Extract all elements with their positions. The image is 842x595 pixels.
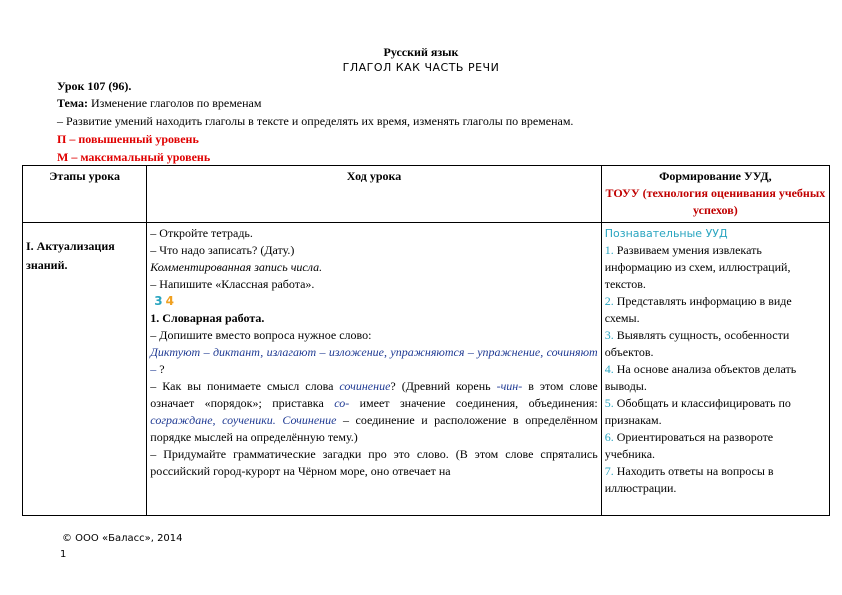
copyright: © ООО «Баласс», 2014 <box>62 533 183 544</box>
lesson-goal: – Развитие умений находить глаголы в тексте и определять их время, изменять глаголы по временам. <box>57 114 574 128</box>
course-line: Комментированная запись числа. <box>150 260 323 274</box>
uud-text: Ориентироваться на развороте учебника. <box>604 430 774 461</box>
theme-text: Изменение глаголов по временам <box>87 96 262 110</box>
text-part: – Как вы понимаете смысл слова <box>150 379 340 393</box>
text-part: – соединение и расположение в определённом порядке мыслей на определённую тему.) <box>150 413 598 444</box>
lesson-table <box>22 165 830 516</box>
uud-text: Представлять информацию в виде схемы. <box>604 294 792 325</box>
text-part: в этом слове означает «порядок»; приставка <box>150 379 598 410</box>
level-mark-3: 3 <box>154 294 163 308</box>
uud-cell <box>601 223 829 516</box>
uud-item <box>605 242 826 293</box>
course-line: – Что надо записать? (Дату.) <box>150 243 295 257</box>
uud-item <box>605 429 826 463</box>
course-line <box>150 378 597 446</box>
uud-num: 3. <box>604 328 614 342</box>
uud-item <box>605 463 826 497</box>
level-m: М – максимальный уровень <box>57 150 211 164</box>
header-uud-line2: ТОУУ (технология оценивания учебных успехов) <box>605 186 826 217</box>
stage-label: I. Актуализация знаний. <box>26 239 115 272</box>
header-course: Ход урока <box>147 166 601 223</box>
uud-item <box>605 327 826 361</box>
dictation-words: Диктуют – диктант, излагают – изложение, упражняются – упражнение, сочиняют – <box>150 345 598 376</box>
header-stages: Этапы урока <box>23 166 147 223</box>
uud-title: Познавательные УУД <box>604 227 728 240</box>
level-mark-4: 4 <box>165 294 175 308</box>
table-row <box>23 223 830 516</box>
course-cell <box>147 223 601 516</box>
uud-num: 7. <box>604 464 614 478</box>
course-line <box>150 344 597 378</box>
uud-text: Развиваем умения извлекать информацию из схем, иллюстраций, текстов. <box>604 243 791 291</box>
text-part: сочинение <box>339 379 391 393</box>
header-uud-line1: Формирование УУД, <box>659 169 772 183</box>
uud-text: На основе анализа объектов делать выводы. <box>604 362 797 393</box>
uud-text: Находить ответы на вопросы в иллюстрации. <box>604 464 774 495</box>
page-number: 1 <box>60 549 67 560</box>
topic-title: ГЛАГОЛ КАК ЧАСТЬ РЕЧИ <box>342 61 500 74</box>
uud-item <box>605 361 826 395</box>
course-line: – Придумайте грамматические загадки про это слово. (В этом слове спрятались российский город-курорт на Чёрном море, оно отвечает на <box>150 447 598 478</box>
uud-text: Обобщать и классифицировать по признакам. <box>604 396 791 427</box>
level-p: П – повышенный уровень <box>57 132 199 146</box>
text-part: со- <box>334 396 350 410</box>
section-title: 1. Словарная работа. <box>150 311 265 325</box>
lesson-theme <box>57 96 261 111</box>
course-line: – Откройте тетрадь. <box>150 226 253 240</box>
table-header-row <box>23 166 830 223</box>
subject-title: Русский язык <box>383 45 459 59</box>
uud-num: 1. <box>604 243 614 257</box>
header-uud <box>601 166 829 223</box>
text-part: имеет значение соединения, объединения: <box>349 396 598 410</box>
lesson-number: Урок 107 (96). <box>57 79 132 93</box>
uud-num: 4. <box>604 362 614 376</box>
stage-cell <box>23 223 147 516</box>
course-line: – Допишите вместо вопроса нужное слово: <box>150 328 372 342</box>
uud-text: Выявлять сущность, особенности объектов. <box>604 328 790 359</box>
text-part: ? (Древний корень <box>390 379 497 393</box>
uud-num: 2. <box>604 294 614 308</box>
level-marks <box>150 293 597 310</box>
uud-item <box>605 395 826 429</box>
theme-label: Тема: <box>57 96 88 110</box>
uud-num: 6. <box>604 430 614 444</box>
uud-num: 5. <box>604 396 614 410</box>
uud-item <box>605 293 826 327</box>
text-part: сограждане, соученики. Сочинение <box>150 413 337 427</box>
question-mark: ? <box>156 362 165 376</box>
course-line: – Напишите «Классная работа». <box>150 277 315 291</box>
text-part: -чин- <box>496 379 523 393</box>
